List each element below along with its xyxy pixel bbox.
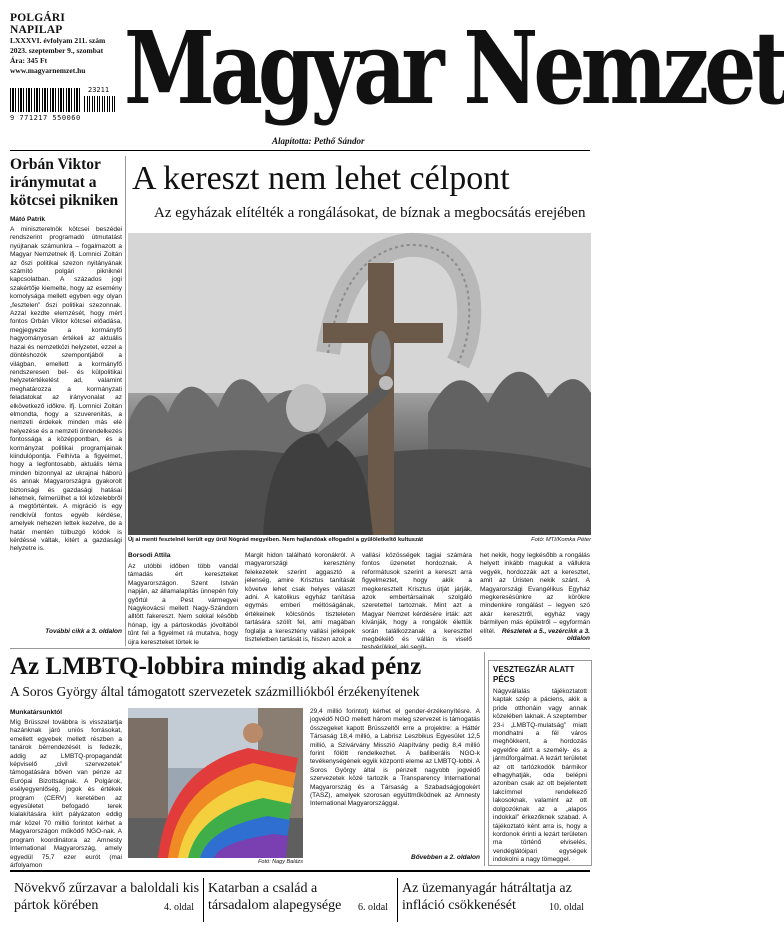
section-divider <box>10 648 590 649</box>
teaser-3-title: Az üzemanyagár hátráltatja az infláció csökkenését <box>402 881 572 913</box>
barcode-issue-number: 23211 <box>88 86 110 94</box>
main-story-column-3 <box>362 552 472 652</box>
main-story-col3-text: vallási közösségek tagjai számára fontos üzenetet hordoznak. A reformátusok szerint a kereszt arra figyelmeztet, hogy akik a megkeresztelt Krisztus útját járják, azok embertársainak szolgáló szeretettel tartoznak. Mint azt a Magyar Nemzet kérdésére írták: azt kívánják, hogy a rongálók élettük során találkozzanak a kereszttel megbékélő és vállán is viselő testvérükkel, aki segít- <box>362 552 472 652</box>
teaser-1[interactable] <box>14 880 200 920</box>
second-story-left-column <box>10 707 122 869</box>
issue-number: LXXXVI. évfolyam 211. szám <box>10 36 106 45</box>
second-story-left-text: Míg Brüsszel továbbra is visszatartja hazánknak járó uniós forrásokat, emellett egyebek mellett részben a tanárok bérrendezését is fedezik, addig az LMBTQ-propagandát képviselő „civil szervezetek” támogatására bőven van pénze az Európai Bizottságnak. A Polgárok, esélyegyenlőség, jogok és értékek program (CERV) keretében az egyesületet befogadó terek kialakítására kiírt pályázaton eddig már közel 70 millió forintot kérhet a Magyarországon működő NGO-nak. A program koordinátora az Amnesty International Magyarország, amely egyedül 75,7 ezer eurót (mai árfolyamon <box>10 719 122 869</box>
masthead-divider <box>10 150 590 151</box>
sidebar-box <box>488 660 592 866</box>
barcode-number: 9 771217 550060 <box>10 114 81 122</box>
left-story-continuation[interactable]: További cikk a 3. oldalon <box>45 628 122 635</box>
cross-photo-illustration <box>128 233 591 535</box>
main-story-author: Borsodi Attila <box>128 552 171 559</box>
main-story-columns <box>128 552 591 652</box>
column-divider <box>125 156 126 646</box>
left-story-headline[interactable]: Orbán Viktor iránymutat a kötcsei pikniken <box>10 156 119 209</box>
teaser-2[interactable] <box>208 880 394 920</box>
barcode <box>10 86 122 126</box>
second-subhead: A Soros György által támogatott szervezetek százmilliókból érzékenyítenek <box>10 684 420 699</box>
left-story-author: Mátó Patrik <box>10 216 46 223</box>
teaser-separator-2 <box>397 878 398 922</box>
left-story-body: A miniszterelnök kötcsei beszédei rendszerint programadó útmutatást nyújtanak számunkra – fogalmazott a Magyar Nemzetnek ifj. Lomnici Zoltán az őszi politikai szezon nyitányának számító polgári pikniknél kapcsolatban. A százados jogi szakértője kiemelte, hogy az esemény komolysága mellett egyben egy olyan „fesztelen” őszi politikai szezonnak. Azzal kezdte elemzését, hogy mért fontos Orbán Viktor kötcsei előadása, megjegyezte a kormányfő hagyományosan értékeli az aktuális hazai és nemzetközi helyzetet, ezzel a döntéshozók szempontjából a világban, emellett a kormányfő rendszeresen bel- és külpolitikai helyzetértékelést ad, valamint meghatározza a kormányzati feladatokat az irányvonalat az elkövetkező időkre. Ifj. Lomnici Zoltán elmondta, hogy a szuverenitás, a nemzeti érdekek minden más elé helyezése és a nemzeti önrendelkezés fontossága a középpontban, és a kormányzat politikai programjainak kiindulópontja. Felhívta a figyelmet, hogy a legfontosabb, aktuális téma minden bizonnyal az ukrajnai háború és annak Magyarországra gyakorolt biztonsági és gazdasági hatásai lehetnek, felmerülhet a tól közelebbről a megtörténtek. A migráció is egy rendkívül fontos egyéb kérdése, amelyek nehezen lettek kezelve, de a határ mentén túlbuzgó kódok is kérdéssé váltak, kitért a gazdasági helyzetre is. <box>10 226 123 553</box>
newspaper-title[interactable]: Magyar Nemzet <box>124 9 784 127</box>
main-story-col2-text: Margit hidon található koronákról. A magyarországi keresztény felekezetek szerint aggasztó a jelenség, amire Krisztus tanítását követve lehet csak helyes választ adni. A katolikus egyház tanítása egymás emberi méltóságának, értékeinek kölcsönös tiszteleten tartására szólít fel, ami magában foglalja a keresztény vallási jelképek tiszteletben tartását is, hiszen azok a <box>245 552 355 644</box>
masthead-info <box>10 12 120 76</box>
founder-line: Alapította: Pethő Sándor <box>272 136 365 146</box>
teaser-separator-1 <box>203 878 204 922</box>
second-story-mid-text: 29,4 millió forintot) kérhet el gender-érzékenyítésre. A jogvédő NGO mellett három meleg szervezet is támogatás összegeket kapott Brüsszeltől erre a projektre: a Háttér Társaság 18,4 millió, a Labrisz Leszbikus Egyesület 12,5 millió, a Szivárvány Misszió Alapítvány pedig 8,4 millió forint fölött rendelkezhet. A balliberális NGO-k tevékenységének egyik központi eleme az LMBTQ-lobbi. A Soros György által is pénzelt nagyobb jogvédő szervezetek közé tartozik a Transparency International Magyarország és a Társaság a Szabadságjogokért (TASZ), amelyek szorosan együttműködnek az Amnesty International Magyarországgal. <box>310 708 480 808</box>
cross-repair-photo <box>128 233 591 535</box>
main-photo-caption-text: Új ai menti fesztelnél került egy ürül Nógrád megyében. Nem hajlandóak elfogadni a gyűlöletkeltő kultuszát <box>128 537 424 543</box>
second-story-author: Munkatársunktól <box>10 709 63 716</box>
sidebar-body: Nágyvállalás tájékoztatott kaptak szép a páciens, akik a pride otthonáin vagy annak közelében laknak. A szeptember 23-i „LMBTQ-mulatság” miatt mondhatni a fél város meghökkent, a hordozás egyelőre átírt a személy- és a járműforgalmat. A lezárt területet az ott tartózkodók bármikor elhagyhatják, oda belépni azonban csak az ott bejelentett lakcímmel rendelkező lakosoknak, valamint az ott dolgozóknak az a „alapos indokkal” érkezőknek szabad. A tájékoztató ként arra is, hogy a kordonok érinti a lezárt területen ma történő elviselés, vendéglátóipari egységek indokolni a nagy tömeggel. <box>493 688 587 864</box>
second-story-continuation[interactable]: Bővebben a 2. oldalon <box>411 854 480 861</box>
main-story-col4-text: het nekik, hogy legkésőbb a rongálás helyett inkább magukat a vállukra vegyék, hordozzák azt a keresztet, amit az Úristen nekik szánt. A Magyarországi Evangélikus Egyház megkeresésünkre az körökre mindenkire rongálást – legyen szó akár keresztről, egyház vagy bármilyen más épületről – egyformán elítél. <box>480 552 590 635</box>
teaser-2-title: Katarban a család a társadalom alapegysége <box>208 881 342 913</box>
teaser-1-page: 4. oldal <box>164 902 194 913</box>
main-headline[interactable]: A kereszt nem lehet célpont <box>132 160 510 197</box>
barcode-icon <box>10 88 80 112</box>
barcode-addon-icon <box>84 96 116 112</box>
website-url[interactable]: www.magyarnemzet.hu <box>10 66 86 75</box>
main-story-column-2 <box>245 552 355 646</box>
left-column-story <box>10 156 122 635</box>
second-story-middle-column <box>310 708 480 866</box>
pride-march-photo <box>128 708 303 858</box>
teaser-1-title: Növekvő zűrzavar a baloldali kis pártok körében <box>14 881 200 913</box>
column-divider-2 <box>484 652 485 866</box>
second-photo-credit: Fotó: Nagy Balázs <box>258 859 303 865</box>
main-story-column-1 <box>128 552 238 646</box>
main-story-continuation[interactable]: Részletek a 5., vezércikk a 3. oldalon <box>501 628 590 642</box>
price: Ára: 345 Ft <box>10 56 48 65</box>
pride-photo-illustration <box>128 708 303 858</box>
main-subhead: Az egyházak elítélték a rongálásokat, de bíznak a megbocsátás erejében <box>154 205 586 221</box>
main-photo-caption <box>128 537 591 543</box>
teaser-3[interactable] <box>402 880 590 920</box>
second-headline[interactable]: Az LMBTQ-lobbira mindig akad pénz <box>10 653 422 680</box>
main-story-col1-text: Az utóbbi időben több vandál támadás ért kereszteket Magyarországon. Szent István napján, az államalapítás ünnepén foly győrtúl a Pest vármegyei Nagykovácsi mellett Nagy-Szándorn alltött fakereszt. Nem sokkal később hónap, így a pártoskodás jóvoltából tűnt fel a figyelmet rá mutatva, hogy újra kereszteket törtek le <box>128 563 238 646</box>
issue-date: 2023. szeptember 9., szombat <box>10 46 104 55</box>
sidebar-title[interactable]: VESZTEGZÁR ALATT PÉCS <box>493 665 575 684</box>
main-photo-credit: Fotó: MTI/Komka Péter <box>531 537 591 543</box>
paper-type: POLGÁRI NAPILAP <box>10 12 66 36</box>
footer-divider <box>10 870 590 872</box>
teaser-3-page: 10. oldal <box>549 902 584 913</box>
teaser-2-page: 6. oldal <box>358 902 388 913</box>
main-story-column-4 <box>480 552 590 646</box>
